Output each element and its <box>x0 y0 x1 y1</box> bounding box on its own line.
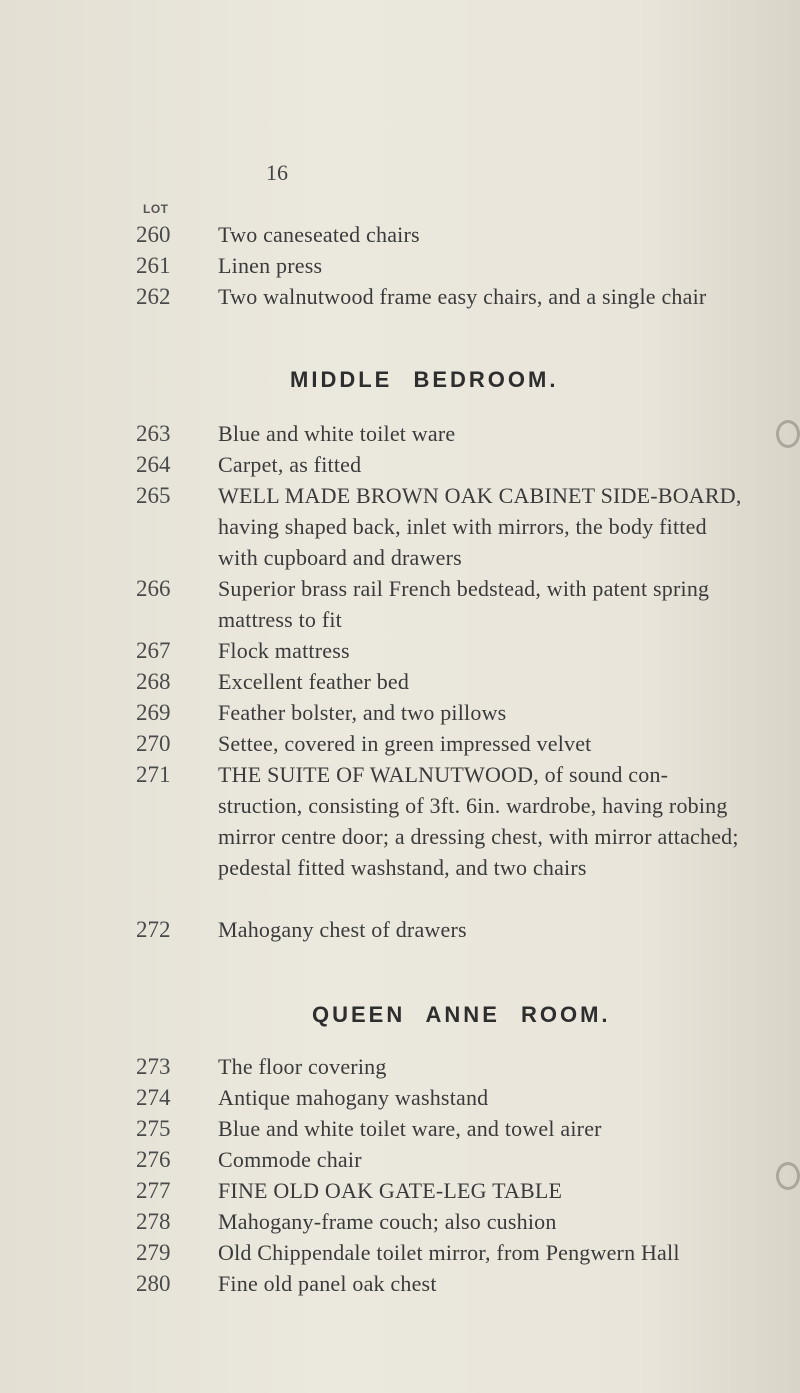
lot-number: 274 <box>136 1085 171 1110</box>
lot-description: Commode chair <box>218 1147 362 1172</box>
lot-description: Blue and white toilet ware, and towel airer <box>218 1116 602 1141</box>
lot-number: 279 <box>136 1240 171 1265</box>
lot-description: Excellent feather bed <box>218 669 410 694</box>
lot-number: 273 <box>136 1054 171 1079</box>
lot-description: Linen press <box>218 253 323 278</box>
lot-number: 268 <box>136 669 171 694</box>
lot-description: WELL MADE BROWN OAK CABINET SIDE-BOARD, having shaped back, inlet with mirrors, the body fitted with cupboard and drawers <box>218 483 742 570</box>
lot-number: 276 <box>136 1147 171 1172</box>
section-title: QUEEN ANNE ROOM. <box>312 1002 611 1027</box>
lot-number: 263 <box>136 421 171 446</box>
lot-description: The floor covering <box>218 1054 387 1079</box>
show-through-mark <box>776 1162 800 1190</box>
lot-number: 266 <box>136 576 171 601</box>
lot-number: 271 <box>136 762 171 787</box>
show-through-mark <box>776 420 800 448</box>
lot-number: 265 <box>136 483 171 508</box>
lot-number: 264 <box>136 452 171 477</box>
lot-description: Two caneseated chairs <box>218 222 420 247</box>
lot-number: 270 <box>136 731 171 756</box>
lot-number: 262 <box>136 284 171 309</box>
lot-number: 278 <box>136 1209 171 1234</box>
section-title: MIDDLE BEDROOM. <box>290 367 559 392</box>
lot-description: Feather bolster, and two pillows <box>218 700 507 725</box>
lot-number: 260 <box>136 222 171 247</box>
lot-number: 267 <box>136 638 171 663</box>
lot-description: Blue and white toilet ware <box>218 421 456 446</box>
lot-description: FINE OLD OAK GATE-LEG TABLE <box>218 1178 563 1203</box>
lot-description: Antique mahogany washstand <box>218 1085 489 1110</box>
lot-description: Old Chippendale toilet mirror, from Pengwern Hall <box>218 1240 680 1265</box>
page-number: 16 <box>266 160 288 185</box>
lot-description: Superior brass rail French bedstead, with patent spring mattress to fit <box>218 576 710 632</box>
lot-description: Two walnutwood frame easy chairs, and a single chair <box>218 284 707 309</box>
lot-column-header: LOT <box>143 202 169 216</box>
lot-description: Settee, covered in green impressed velvet <box>218 731 592 756</box>
lot-description: THE SUITE OF WALNUTWOOD, of sound con-struction, consisting of 3ft. 6in. wardrobe, having robing mirror centre door; a dressing chest, with mirror attached; pedestal fitted washstand, and two chairs <box>218 762 739 880</box>
lot-number: 275 <box>136 1116 171 1141</box>
lot-number: 277 <box>136 1178 171 1203</box>
lot-description: Fine old panel oak chest <box>218 1271 437 1296</box>
lot-number: 269 <box>136 700 171 725</box>
lot-description: Carpet, as fitted <box>218 452 362 477</box>
lot-number: 272 <box>136 917 171 942</box>
lot-description: Flock mattress <box>218 638 350 663</box>
lot-description: Mahogany chest of drawers <box>218 917 467 942</box>
lot-description: Mahogany-frame couch; also cushion <box>218 1209 557 1234</box>
lot-number: 261 <box>136 253 171 278</box>
lot-number: 280 <box>136 1271 171 1296</box>
